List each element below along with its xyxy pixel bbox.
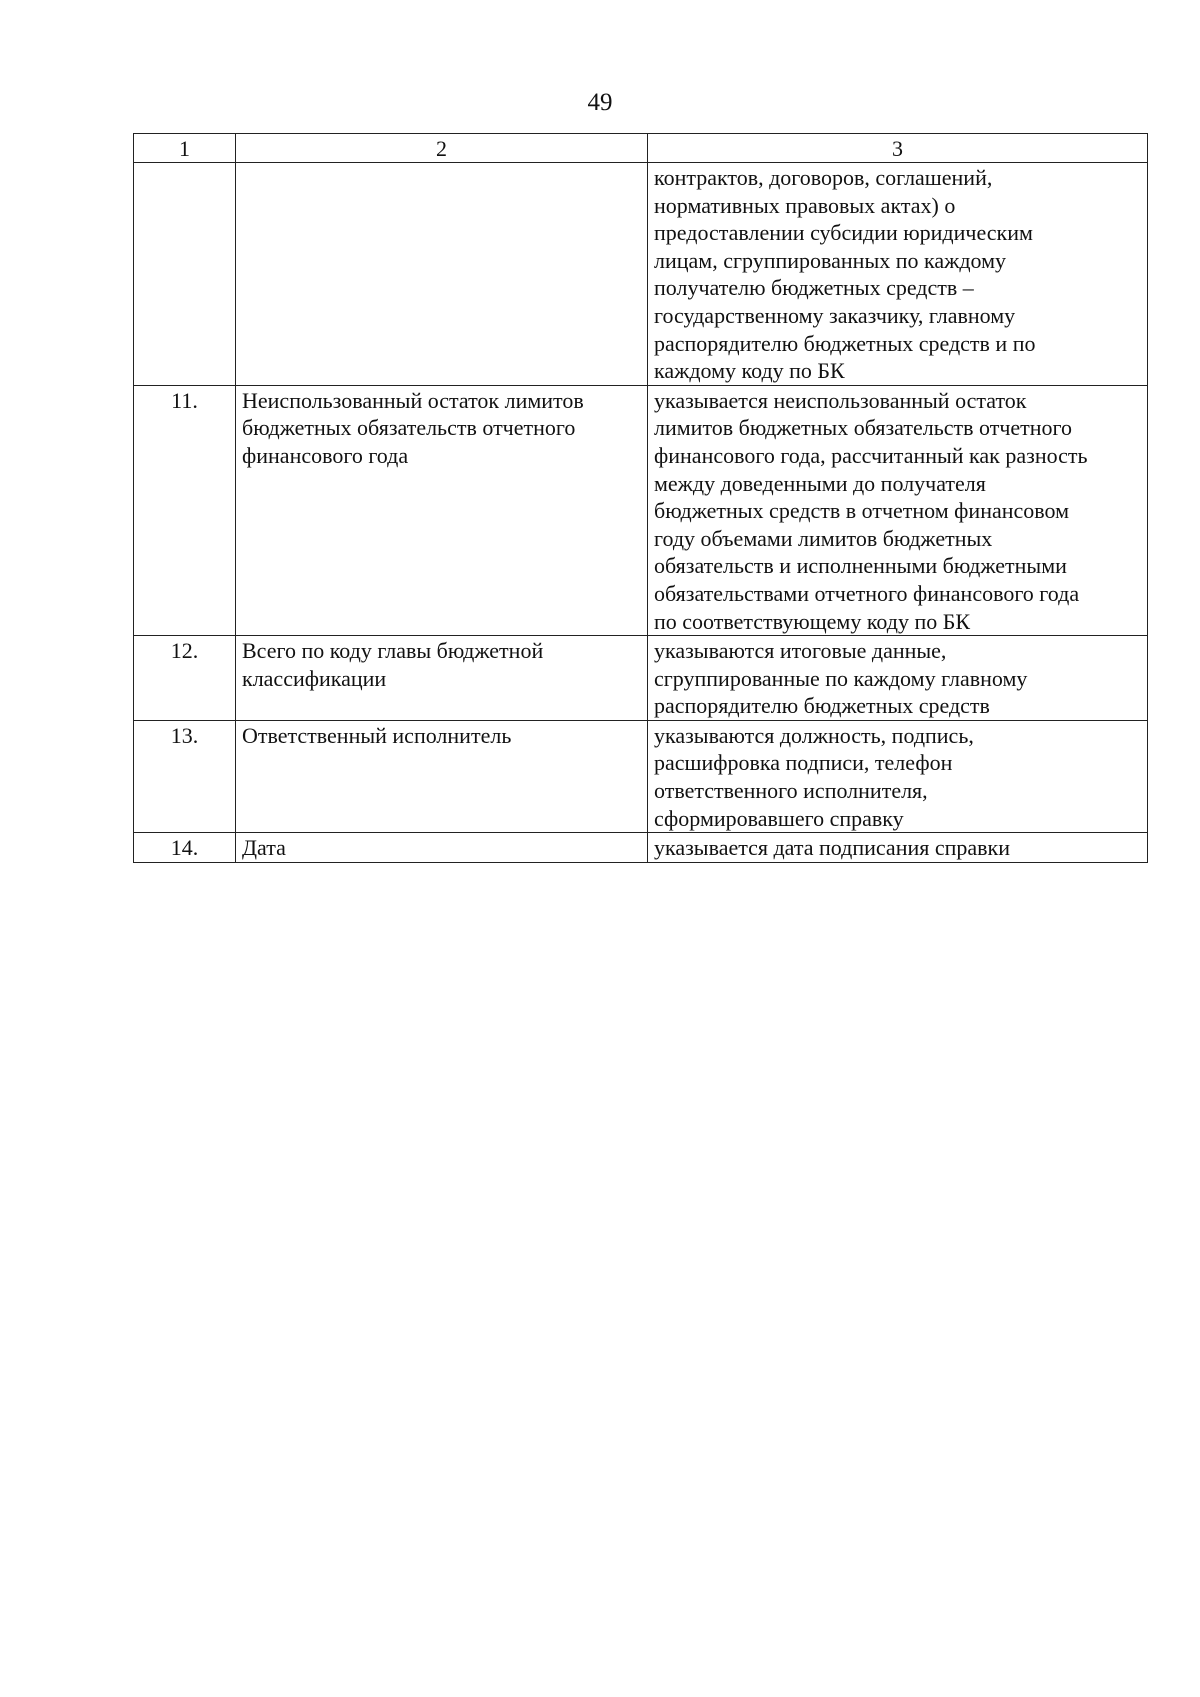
name-line: бюджетных обязательств отчетного xyxy=(242,415,576,441)
description-line: лимитов бюджетных обязательств отчетного xyxy=(654,415,1073,441)
description-line: финансового года, рассчитанный как разность xyxy=(654,442,1088,468)
row-name xyxy=(236,385,648,635)
row-description xyxy=(648,163,1148,386)
page-number: 49 xyxy=(587,89,613,116)
row-description xyxy=(648,833,1148,863)
row-name xyxy=(236,833,648,863)
description-line: указывается неиспользованный остаток xyxy=(654,387,1027,413)
description-line: обязательствами отчетного финансового года xyxy=(654,580,1080,606)
row-description xyxy=(648,385,1148,635)
description-line: получателю бюджетных средств – xyxy=(654,275,974,301)
table-row xyxy=(134,385,1148,635)
description-line: по соответствующему коду по БК xyxy=(654,608,971,634)
name-line: Неиспользованный остаток лимитов xyxy=(242,387,584,413)
description-line: указываются итоговые данные, xyxy=(654,638,947,664)
row-name xyxy=(236,636,648,721)
description-line: между доведенными до получателя xyxy=(654,470,986,496)
description-line: лицам, сгруппированных по каждому xyxy=(654,247,1007,273)
row-name xyxy=(236,163,648,386)
row-name xyxy=(236,720,648,832)
description-table xyxy=(133,133,1148,863)
table-header-row xyxy=(134,134,1148,163)
description-line: каждому коду по БК xyxy=(654,358,845,384)
description-line: обязательств и исполненными бюджетными xyxy=(654,553,1067,579)
row-description xyxy=(648,636,1148,721)
description-line: указываются должность, подпись, xyxy=(654,722,974,748)
row-number: 11. xyxy=(134,385,236,635)
row-number: 12. xyxy=(134,636,236,721)
table-row xyxy=(134,833,1148,863)
description-line: расшифровка подписи, телефон xyxy=(654,750,953,776)
name-line: классификации xyxy=(242,665,387,691)
row-number: 14. xyxy=(134,833,236,863)
description-line: указывается дата подписания справки xyxy=(654,835,1011,861)
header-col-2: 2 xyxy=(236,134,648,163)
description-line: бюджетных средств в отчетном финансовом xyxy=(654,498,1070,524)
header-col-1: 1 xyxy=(134,134,236,163)
description-line: контрактов, договоров, соглашений, xyxy=(654,165,993,190)
header-col-3: 3 xyxy=(648,134,1148,163)
description-line: ответственного исполнителя, xyxy=(654,778,928,804)
description-line: сформировавшего справку xyxy=(654,805,904,831)
description-line: государственному заказчику, главному xyxy=(654,302,1016,328)
description-line: году объемами лимитов бюджетных xyxy=(654,525,993,551)
row-number xyxy=(134,163,236,386)
name-line: Дата xyxy=(242,835,286,861)
row-description xyxy=(648,720,1148,832)
row-number: 13. xyxy=(134,720,236,832)
description-line: предоставлении субсидии юридическим xyxy=(654,220,1033,246)
table-row xyxy=(134,636,1148,721)
name-line: Ответственный исполнитель xyxy=(242,722,512,748)
name-line: финансового года xyxy=(242,442,409,468)
description-line: распорядителю бюджетных средств и по xyxy=(654,330,1036,356)
name-line: Всего по коду главы бюджетной xyxy=(242,638,544,664)
table-row xyxy=(134,163,1148,386)
description-line: распорядителю бюджетных средств xyxy=(654,693,990,719)
table-row xyxy=(134,720,1148,832)
description-line: сгруппированные по каждому главному xyxy=(654,665,1028,691)
description-line: нормативных правовых актах) о xyxy=(654,192,956,218)
